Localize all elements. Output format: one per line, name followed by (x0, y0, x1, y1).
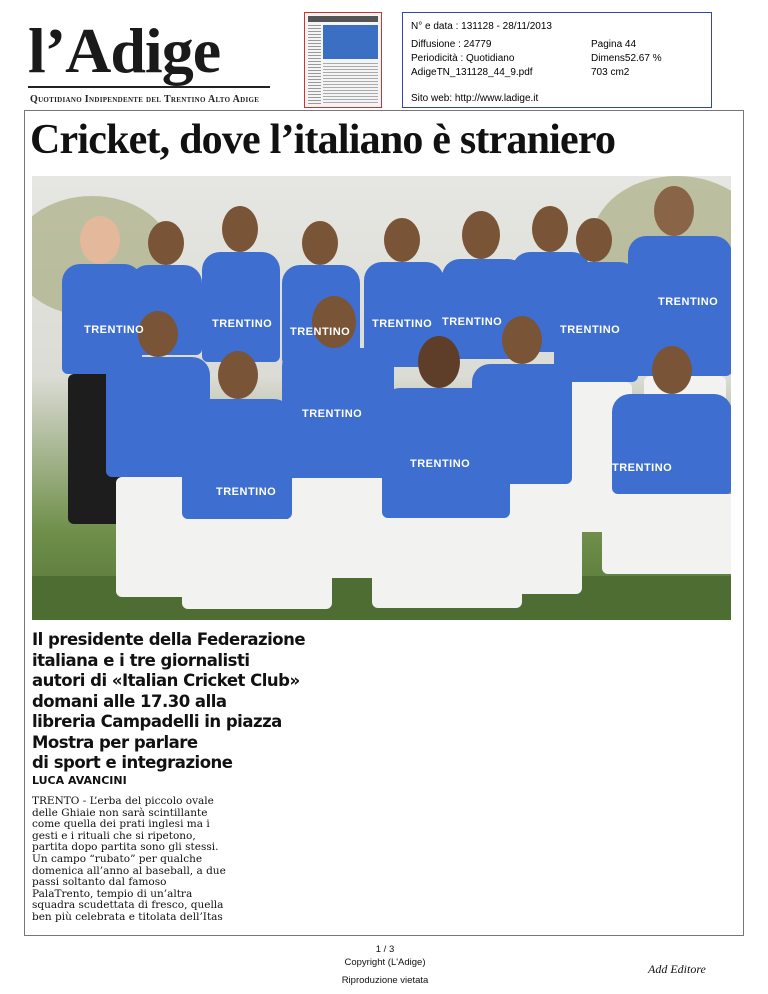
deck-line: Mostra per parlare (32, 732, 198, 752)
body-line: TRENTO - L’erba del piccolo ovale (32, 795, 214, 807)
page-thumbnail (304, 12, 382, 108)
shirt-lettering: TRENTINO (560, 324, 621, 336)
shirt-lettering: TRENTINO (612, 462, 673, 474)
copyright-notice: Copyright (L'Adige) (344, 957, 426, 968)
body-line: delle Ghiaie non sarà scintillante (32, 806, 208, 819)
shirt-lettering: TRENTINO (84, 324, 145, 336)
body-line: come quella dei prati inglesi ma i (32, 818, 210, 831)
page-counter: 1 / 3 (375, 944, 395, 955)
shirt-lettering: TRENTINO (216, 486, 277, 498)
deck-line: di sport e integrazione (32, 753, 233, 772)
thumbnail-column (308, 25, 321, 105)
shirt-lettering: TRENTINO (212, 318, 273, 330)
periodicita: Periodicità : Quotidiano (411, 53, 515, 64)
shirt-lettering: TRENTINO (658, 296, 719, 308)
deck-line: libreria Campadelli in piazza (32, 712, 282, 731)
article-deck (32, 630, 306, 774)
article-body (32, 796, 262, 924)
article-title: Cricket, dove l’italiano è straniero (30, 117, 616, 163)
number-date: N° e data : 131128 - 28/11/2013 (411, 21, 552, 32)
website-info: Sito web: http://www.ladige.it (411, 93, 539, 104)
body-line: domenica all’anno al baseball, a due (32, 864, 226, 877)
body-line: partita dopo partita sono gli stessi. (32, 841, 219, 854)
deck-line: domani alle 17.30 alla (32, 691, 227, 711)
body-line: gesti e i rituali che si ripetono, (32, 829, 196, 842)
page-number-info: Pagina 44 (591, 39, 637, 50)
shirt-lettering: TRENTINO (442, 316, 503, 328)
deck-line: italiana e i tre giornalisti (32, 650, 250, 670)
deck-line: autori di «Italian Cricket Club» (32, 671, 300, 690)
body-line: squadra scudettata di fresco, quella (32, 899, 224, 912)
body-line: passi soltanto dal famoso (32, 876, 167, 889)
shirt-lettering: TRENTINO (372, 318, 433, 330)
masthead-divider (28, 86, 270, 88)
masthead-tagline: Quotidiano Indipendente del Trentino Alto Adige (30, 94, 260, 105)
body-line: ben più celebrata e titolata dell’Itas (32, 910, 223, 923)
shirt-lettering: TRENTINO (302, 408, 363, 420)
thumbnail-header (308, 16, 378, 22)
deck-line: Il presidente della Federazione (32, 630, 306, 649)
file-name: AdigeTN_131128_44_9.pdf (411, 67, 533, 78)
press-clipping-info-box (402, 12, 712, 108)
dimensions-info: Dimens52.67 % (591, 53, 662, 64)
team-photo (32, 176, 731, 620)
shirt-lettering: TRENTINO (410, 458, 471, 470)
diffusione: Diffusione : 24779 (411, 39, 492, 50)
body-line: PalaTrento, tempio di un’altra (32, 887, 193, 900)
reproduction-notice: Riproduzione vietata (341, 975, 429, 986)
body-line: Un campo “rubato” per qualche (32, 852, 203, 865)
article-byline: LUCA AVANCINI (32, 774, 127, 787)
newspaper-logo: l’Adige (28, 15, 221, 86)
shirt-lettering: TRENTINO (290, 326, 351, 338)
area-info: 703 cm2 (591, 67, 630, 78)
thumbnail-text (323, 63, 378, 105)
thumbnail-photo (323, 25, 378, 59)
add-editore-label: Add Editore (648, 962, 706, 976)
